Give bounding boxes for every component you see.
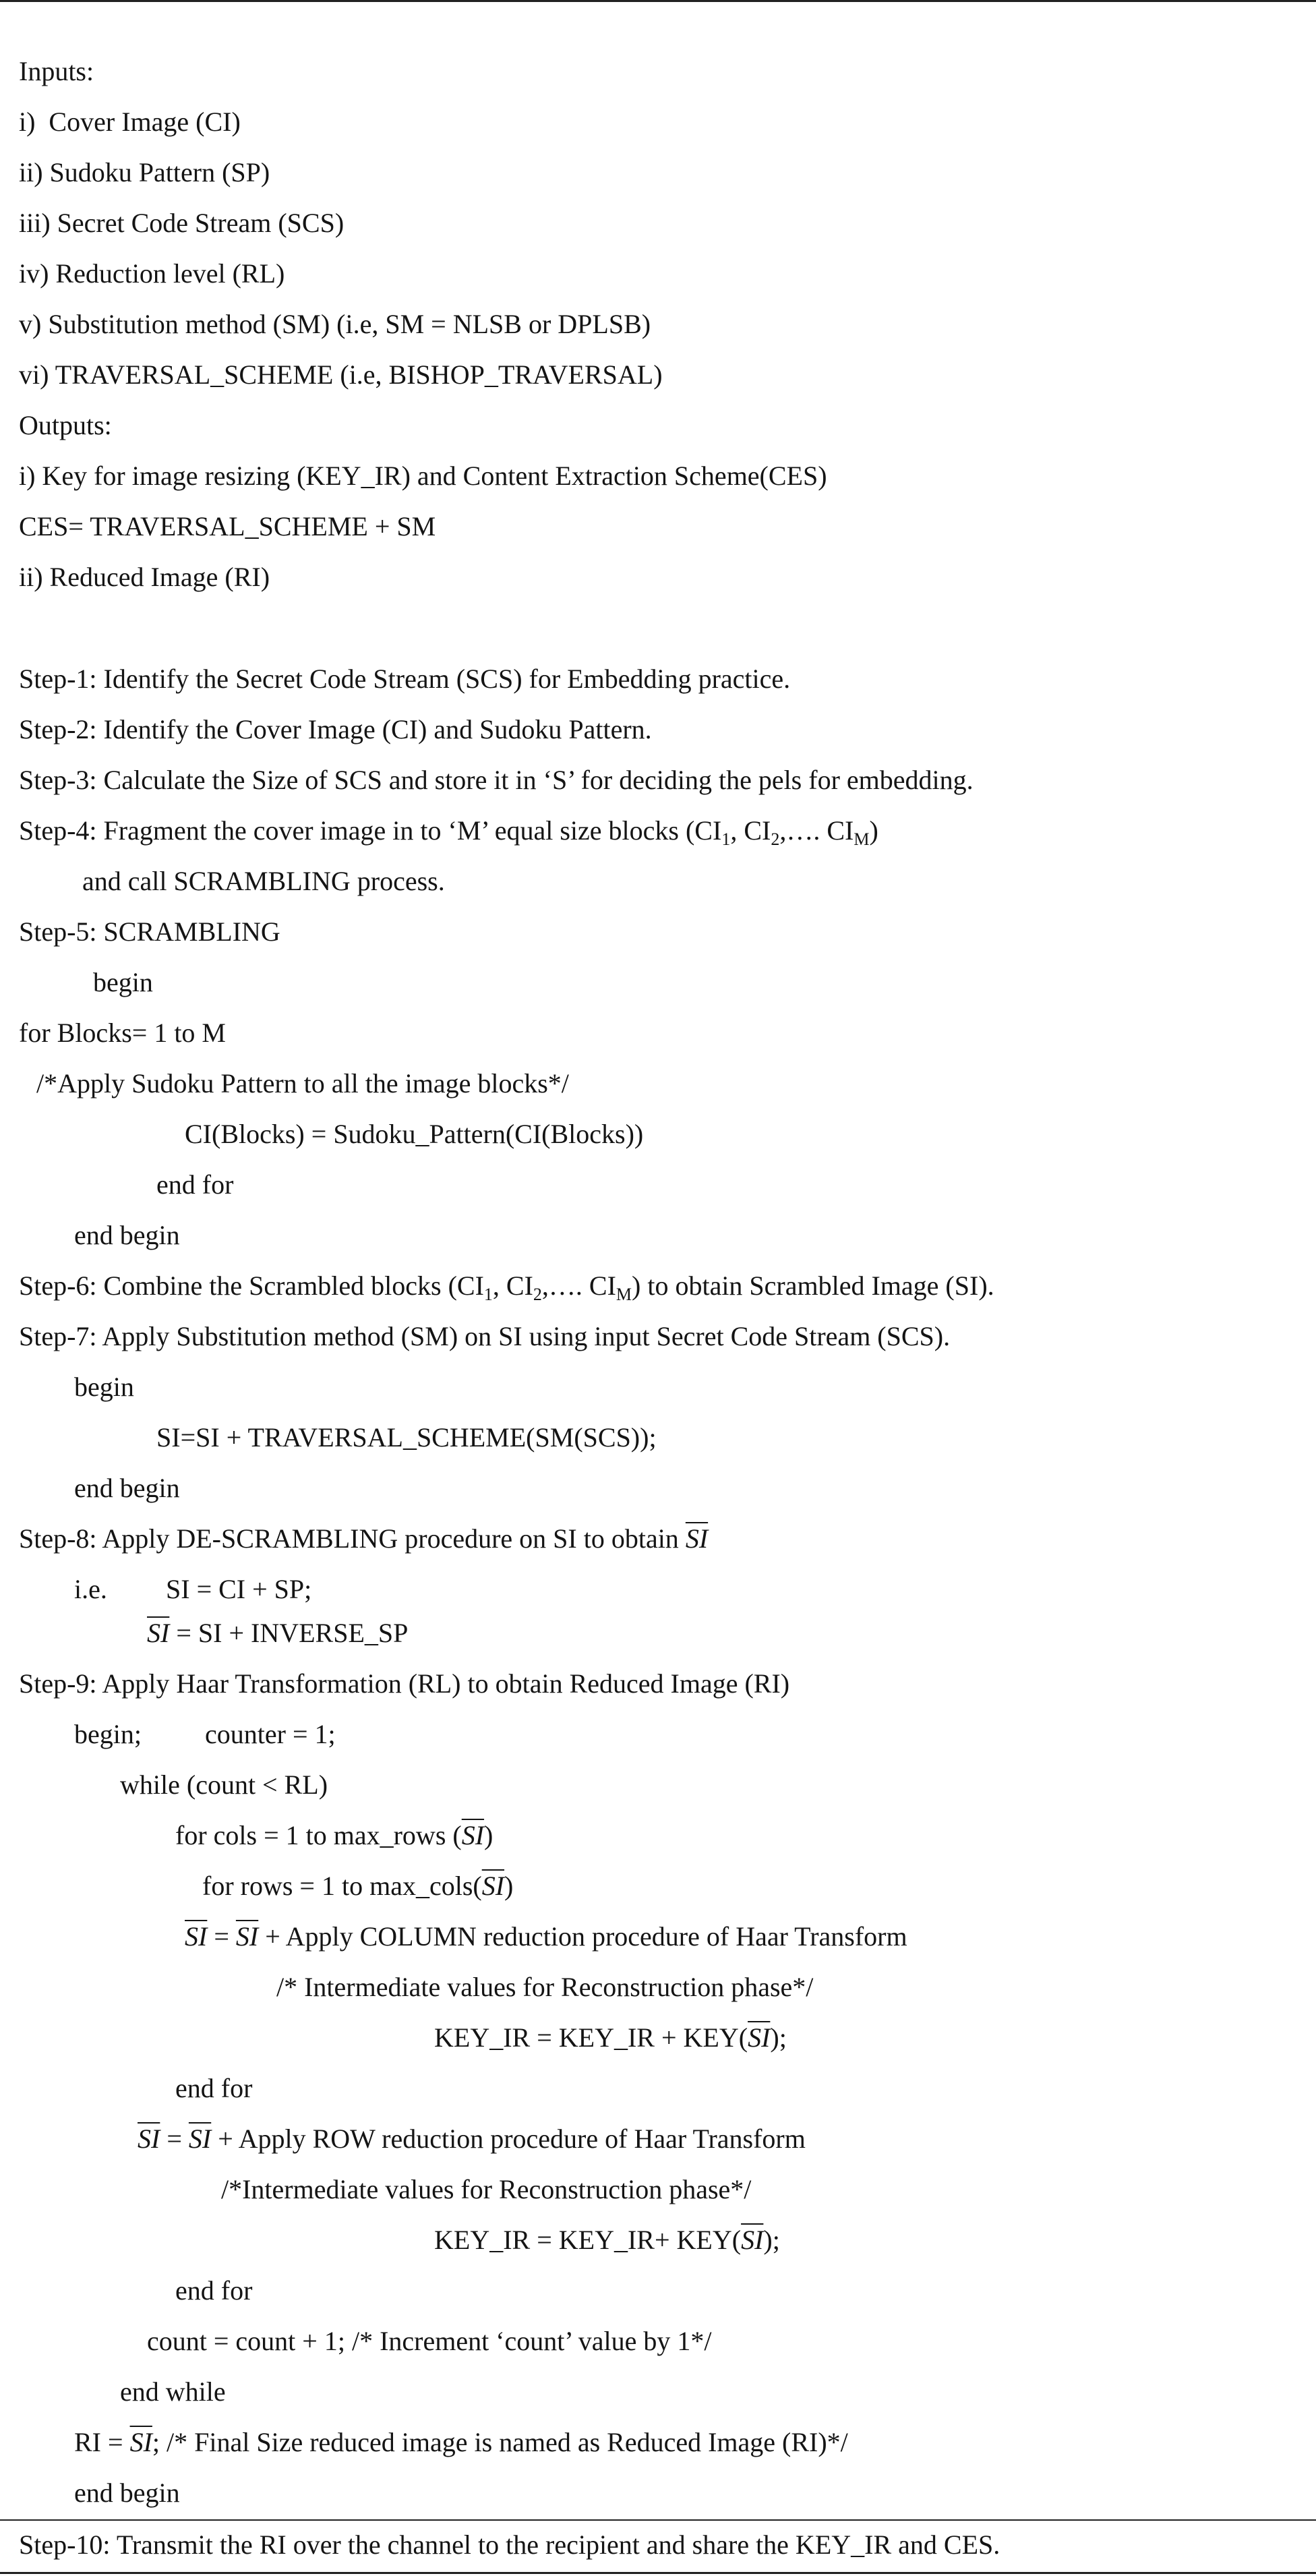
step-8-eq1: SI = CI + SP;	[166, 1574, 312, 1604]
si-bar-symbol: $\overline{SI}$	[188, 2124, 212, 2154]
step-9-colred: $\overline{SI} = \overline{SI}$ + Apply COLUMN reduction procedure of Haar Transform	[185, 1921, 907, 1952]
step-5-begin: begin	[93, 967, 153, 997]
step-5-endfor: end for	[156, 1169, 234, 1200]
step-10: Step-10: Transmit the RI over the channel to the recipient and share the KEY_IR and CES.	[19, 2529, 1000, 2560]
bottom-rule-upper	[0, 2519, 1316, 2521]
inputs-heading: Inputs:	[19, 56, 94, 86]
step-9-key1: KEY_IR = KEY_IR + $KEY(\overline{SI})$;	[434, 2022, 787, 2053]
step-9-key2: KEY_IR = KEY_IR+ $KEY(\overline{SI})$;	[434, 2225, 780, 2255]
step-9-forrows: for rows = 1 to $\max\_cols(\overline{SI})$	[202, 1871, 514, 1901]
step-9-endfor1: end for	[175, 2073, 253, 2103]
si-bar-symbol: $\overline{SI}$	[147, 1618, 170, 1648]
step-9-endbegin: end begin	[74, 2478, 180, 2508]
step-8-eq2: $\overline{SI}$ = SI + INVERSE_SP	[147, 1618, 409, 1648]
si-bar-symbol: $\overline{SI}$	[748, 2022, 771, 2053]
step-8: Step-8: Apply DE-SCRAMBLING procedure on SI to obtain $\overline{SI}$	[19, 1523, 709, 1554]
step-9-comment2: /*Intermediate values for Reconstruction phase*/	[221, 2174, 752, 2204]
step-1: Step-1: Identify the Secret Code Stream (SCS) for Embedding practice.	[19, 664, 791, 694]
input-item: i) Cover Image (CI)	[19, 107, 241, 137]
input-item: iv) Reduction level (RL)	[19, 258, 285, 289]
output-item: ii) Reduced Image (RI)	[19, 562, 270, 592]
step-6: Step-6: Combine the Scrambled blocks ($CI_1$, $CI_2,\dots$. $CI_M$) to obtain Scrambled Image (SI).	[19, 1270, 994, 1304]
si-bar-symbol: $\overline{SI}$	[481, 1871, 505, 1901]
step-7: Step-7: Apply Substitution method (SM) on SI using input Secret Code Stream (SCS).	[19, 1321, 951, 1351]
si-bar-symbol: $\overline{SI}$	[185, 1921, 208, 1952]
output-item: i) Key for image resizing (KEY_IR) and Content Extraction Scheme(CES)	[19, 461, 827, 491]
step-7-endbegin: end begin	[74, 1473, 180, 1503]
input-item: iii) Secret Code Stream (SCS)	[19, 208, 345, 238]
input-item: ii) Sudoku Pattern (SP)	[19, 157, 270, 187]
si-bar-symbol: $\overline{SI}$	[741, 2225, 764, 2255]
step-5-endbegin: end begin	[74, 1220, 180, 1250]
step-5-comment: /*Apply Sudoku Pattern to all the image blocks*/	[36, 1068, 569, 1099]
si-bar-symbol: $\overline{SI}$	[235, 1921, 259, 1952]
output-item: CES= TRAVERSAL_SCHEME + SM	[19, 511, 436, 541]
step-9: Step-9: Apply Haar Transformation (RL) to obtain Reduced Image (RI)	[19, 1668, 790, 1699]
step-7-stmt: SI=SI + TRAVERSAL_SCHEME(SM(SCS));	[156, 1422, 657, 1453]
input-item: vi) TRAVERSAL_SCHEME (i.e, BISHOP_TRAVERSAL)	[19, 359, 663, 390]
outputs-heading: Outputs:	[19, 410, 112, 440]
si-bar-symbol: $\overline{SI}$	[129, 2427, 152, 2457]
si-bar-symbol: $\overline{SI}$	[685, 1523, 709, 1554]
step-5: Step-5: SCRAMBLING	[19, 916, 280, 947]
step-5-stmt: CI(Blocks) = Sudoku_Pattern(CI(Blocks))	[185, 1119, 644, 1149]
step-9-counter: counter = 1;	[205, 1719, 336, 1749]
step-9-forcols: for cols = 1 to max_rows $(\overline{SI})$	[175, 1820, 494, 1850]
step-9-rowred: $\overline{SI} = \overline{SI}$ + Apply ROW reduction procedure of Haar Transform	[138, 2124, 806, 2154]
si-bar-symbol: $\overline{SI}$	[461, 1820, 485, 1850]
input-item: v) Substitution method (SM) (i.e, SM = NLSB or DPLSB)	[19, 309, 651, 339]
step-4-cont: and call SCRAMBLING process.	[82, 866, 445, 896]
step-9-comment1: /* Intermediate values for Reconstruction phase*/	[276, 1972, 814, 2002]
step-9-endwhile: end while	[120, 2376, 226, 2407]
step-8-ie: i.e.	[74, 1574, 107, 1604]
step-9-while: while (count < RL)	[120, 1769, 328, 1800]
bottom-rule	[0, 2572, 1316, 2574]
si-bar-symbol: $\overline{SI}$	[138, 2124, 160, 2154]
step-4: Step-4: Fragment the cover image in to ‘M’ equal size blocks ($CI_1$, $CI_2,\dots$. $CI_M$)	[19, 815, 878, 849]
step-2: Step-2: Identify the Cover Image (CI) and Sudoku Pattern.	[19, 714, 652, 744]
step-5-for: for Blocks= 1 to M	[19, 1018, 226, 1048]
step-7-begin: begin	[74, 1372, 134, 1402]
step-9-begin: begin;	[74, 1719, 142, 1749]
step-9-count: count = count + 1; /* Increment ‘count’ value by 1*/	[147, 2326, 712, 2356]
top-rule	[0, 0, 1316, 2]
step-9-ri: RI = $\overline{SI}$; /* Final Size reduced image is named as Reduced Image (RI)*/	[74, 2427, 848, 2457]
step-9-endfor2: end for	[175, 2275, 253, 2306]
step-3: Step-3: Calculate the Size of SCS and store it in ‘S’ for deciding the pels for embedding.	[19, 765, 974, 795]
